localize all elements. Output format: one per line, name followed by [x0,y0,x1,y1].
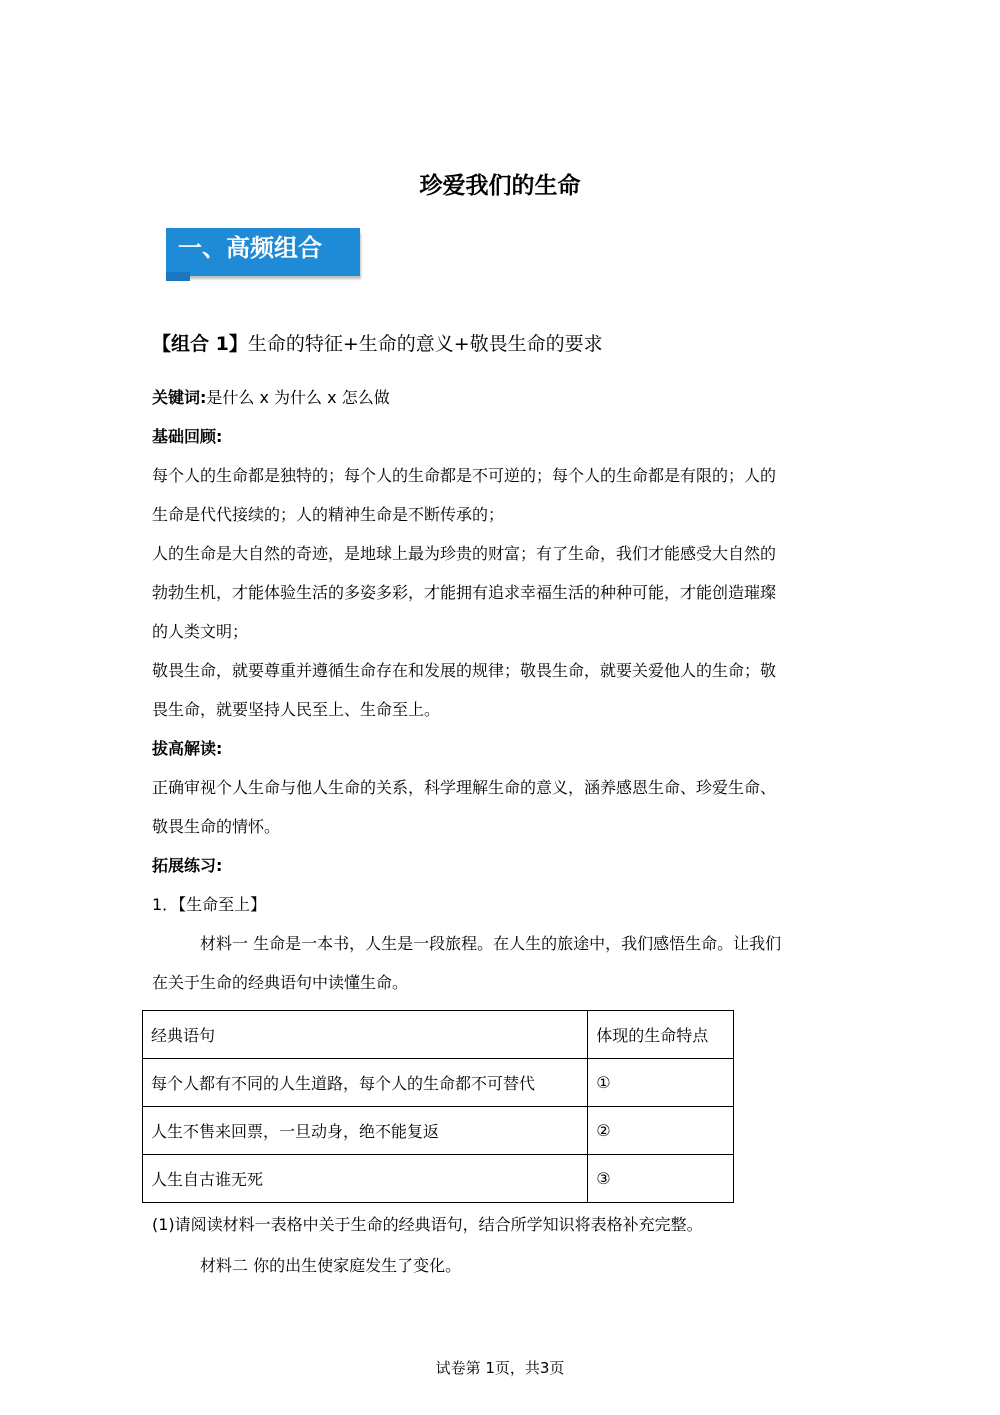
review-line: 勃勃生机，才能体验生活的多姿多彩，才能拥有追求幸福生活的种种可能，才能创造璀璨 [152,583,777,602]
table-header: 经典语句 [143,1011,588,1059]
question-one: (1)请阅读材料一表格中关于生命的经典语句，结合所学知识将表格补充完整。 [152,1215,703,1234]
combo-text: 生命的特征+生命的意义+敬畏生命的要求 [247,333,603,355]
material-two-line: 材料二 你的出生使家庭发生了变化。 [200,1256,462,1275]
page-footer: 试卷第 1页，共3页 [435,1359,565,1377]
table-row [143,1107,734,1155]
review-line: 的人类文明； [152,622,249,641]
section-banner-tab [166,272,190,281]
table-header-row [143,1011,734,1059]
review-line: 畏生命，就要坚持人民至上、生命至上。 [152,700,441,719]
table-cell: 每个人都有不同的人生道路，每个人的生命都不可替代 [143,1059,588,1107]
review-label: 基础回顾: [152,427,223,446]
review-line: 人的生命是大自然的奇迹，是地球上最为珍贵的财富；有了生命，我们才能感受大自然的 [152,544,777,563]
table-cell: 人生不售来回票，一旦动身，绝不能复返 [143,1107,588,1155]
review-line: 敬畏生命，就要尊重并遵循生命存在和发展的规律；敬畏生命，就要关爱他人的生命；敬 [152,661,777,680]
insight-line: 敬畏生命的情怀。 [152,817,281,836]
keywords-label: 关键词: [152,388,207,407]
review-line: 生命是代代接续的；人的精神生命是不断传承的； [152,505,505,524]
insight-line: 正确审视个人生命与他人生命的关系，科学理解生命的意义，涵养感恩生命、珍爱生命、 [152,778,777,797]
practice-label: 拓展练习: [152,856,223,875]
combo-heading [152,328,852,360]
answer-cell: ② [588,1107,734,1155]
keywords-text: 是什么 x 为什么 x 怎么做 [206,388,390,407]
material-one-line: 在关于生命的经典语句中读懂生命。 [152,973,409,992]
insight-label: 拔高解读: [152,739,223,758]
review-line: 每个人的生命都是独特的；每个人的生命都是不可逆的；每个人的生命都是有限的；人的 [152,466,777,485]
table-row [143,1155,734,1203]
table-row [143,1059,734,1107]
keywords-line [152,384,852,412]
quotes-table [142,1010,734,1203]
table-cell: 人生自古谁无死 [143,1155,588,1203]
section-banner: 一、高频组合 [166,228,360,276]
question-heading: 1．【生命至上】 [152,895,267,914]
page-title: 珍爱我们的生命 [419,173,581,199]
combo-tag: 【组合 1】 [152,333,248,355]
answer-cell: ① [588,1059,734,1107]
material-one-line: 材料一 生命是一本书，人生是一段旅程。在人生的旅途中，我们感悟生命。让我们 [200,934,782,953]
answer-cell: ③ [588,1155,734,1203]
table-header: 体现的生命特点 [588,1011,734,1059]
